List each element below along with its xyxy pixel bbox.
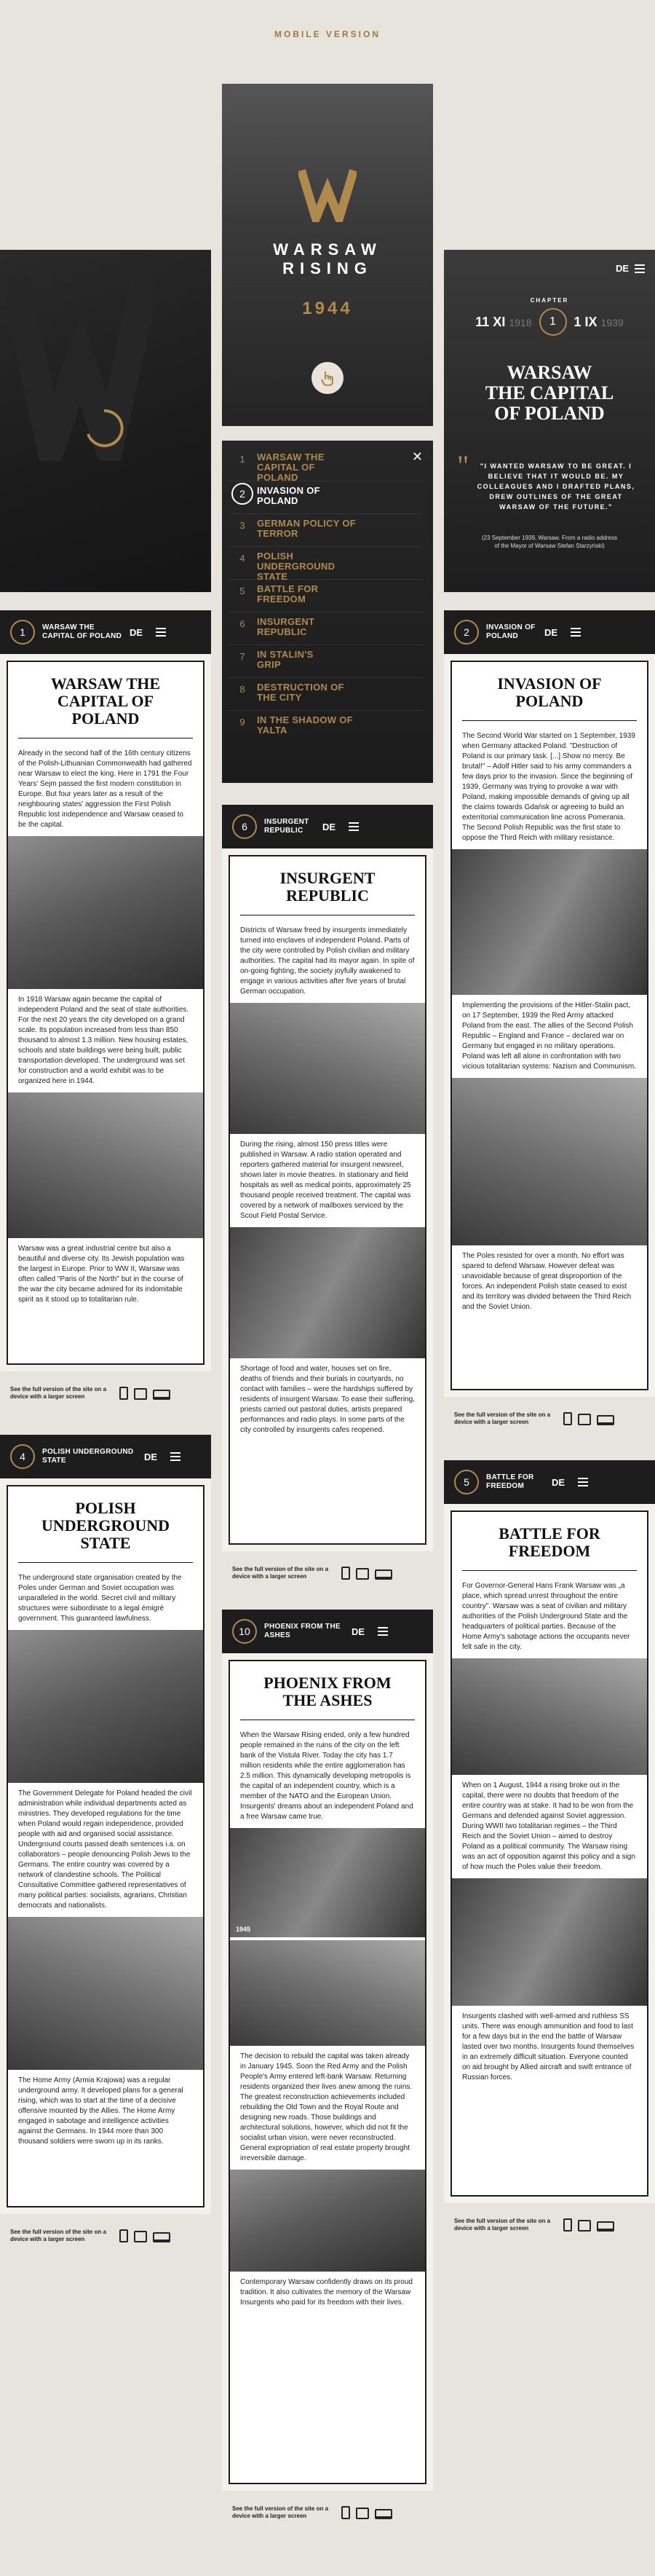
language-toggle[interactable]: DE <box>130 626 143 638</box>
old-town-photo <box>230 1940 425 2046</box>
menu-burger-icon[interactable] <box>378 1627 388 1636</box>
chapter-number-badge[interactable]: 1 <box>10 620 35 645</box>
menu-item-7[interactable] <box>228 645 423 677</box>
phone-icon <box>563 2218 572 2232</box>
w-logo-watermark <box>7 272 153 461</box>
topbar-title: POLISH UNDERGROUND STATE <box>42 1448 134 1465</box>
chapter-2-screen <box>444 610 655 1441</box>
footer-note: See the full version of the site on a device with a larger screen <box>232 2505 329 2519</box>
topbar <box>0 1435 211 1478</box>
chapter-cover-screen <box>444 250 655 592</box>
menu-item-5[interactable] <box>228 579 423 612</box>
article-paragraph: Warsaw was a great industrial centre but also a beautiful and diverse city. Its Jewish population was the largest in Europe. Prior to WW II, Warsaw was often called "Paris of the North" but in the course of the war the city became admired for its indomitable spirit as it stood up to totalitarian rule. <box>18 1245 185 1304</box>
menu-burger-icon[interactable] <box>578 1478 588 1486</box>
menu-item-label: IN STALIN'S GRIP <box>257 649 314 670</box>
topbar <box>444 1460 655 1504</box>
article-frame <box>229 855 426 1545</box>
menu-burger-icon[interactable] <box>349 822 359 831</box>
chapter-quote: "I WANTED WARSAW TO BE GREAT. I BELIEVE THAT IT WOULD BE. MY COLLEAGUES AND I DRAFTED PLANS, DREW OUTLINES OF THE GREAT WARSAW OF THE FUTURE." <box>477 462 635 511</box>
intro-title-line2: RISING <box>282 259 373 277</box>
content-area <box>0 1478 211 2214</box>
ruins-photo <box>230 1828 425 1937</box>
laptop-icon <box>597 1415 614 1425</box>
laptop-icon <box>597 2221 614 2232</box>
soldier-portrait-photo <box>8 1630 203 1783</box>
article-title: PHOENIX FROM THE ASHES <box>240 1674 415 1720</box>
device-icons <box>563 1412 614 1425</box>
content-area <box>444 1504 655 2203</box>
market-photo <box>8 1092 203 1238</box>
menu-item-label: IN THE SHADOW OF YALTA <box>257 714 353 736</box>
intro-title-line1: WARSAW <box>273 240 382 259</box>
menu-item-number: 4 <box>239 553 245 564</box>
chapter-number-badge[interactable]: 4 <box>10 1444 35 1469</box>
tablet-icon <box>578 2220 591 2232</box>
tablet-icon <box>134 1388 147 1400</box>
topbar-title: PHOENIX FROM THE ASHES <box>264 1623 341 1639</box>
menu-burger-icon[interactable] <box>170 1452 180 1461</box>
article-paragraph: Implementing the provisions of the Hitler-Stalin pact, on 17 September, 1939 the Red Army attacked Poland from the east. The allies of the Second Polish Republic – England and France – declared war on Germany but engaged in no military operations. Poland was left all alone in confrontation with two vicious totalitarian systems: Nazism and Communism. <box>462 1001 636 1071</box>
chapter-1-screen <box>0 610 211 1415</box>
topbar-title: WARSAW THE CAPITAL OF POLAND <box>42 623 122 640</box>
menu-item-label: POLISH UNDERGROUND STATE <box>257 551 336 582</box>
menu-item-label: INSURGENT REPUBLIC <box>257 616 315 637</box>
article-frame <box>450 661 648 1390</box>
device-icons <box>119 1387 170 1400</box>
content-area <box>444 654 655 1397</box>
article-paragraph: During the rising, almost 150 press titles were published in Warsaw. A radio station operated and reporters gathered material for insurgent newsreel, shown later in movie theatres. In stationary and field hospitals as well as medical points, approximately 25 thousand people received treatment. The capital was covered by a network of mailboxes serviced by the Scout Field Postal Service. <box>240 1141 411 1220</box>
language-toggle[interactable]: DE <box>352 1626 365 1637</box>
page-heading: MOBILE VERSION <box>274 29 381 39</box>
page-footer <box>222 1551 433 1595</box>
radio-station-photo <box>230 1227 425 1358</box>
intro-title <box>222 240 433 278</box>
phone-icon <box>119 1387 128 1400</box>
document-photo <box>8 1917 203 2070</box>
menu-item-4[interactable] <box>228 546 423 582</box>
date-left: 11 XI <box>475 314 506 329</box>
menu-burger-icon[interactable] <box>156 628 166 637</box>
menu-close-icon[interactable]: ✕ <box>411 449 423 464</box>
menu-burger-icon[interactable] <box>571 628 581 637</box>
article-paragraph: The Poles resisted for over a month. No effort was spared to defend Warsaw. However defeat was unavoidable because of great disproportion of the forces. An independent Polish state ceased to exist and its territory was divided between the Third Reich and the Soviet Union. <box>462 1252 632 1311</box>
chapter-number-badge[interactable]: 6 <box>232 814 257 839</box>
language-toggle[interactable]: DE <box>544 626 558 638</box>
language-toggle[interactable]: DE <box>322 821 336 832</box>
phone-icon <box>563 1412 572 1425</box>
tap-hand-icon <box>320 370 335 386</box>
chapter-number-badge[interactable]: 2 <box>454 620 479 645</box>
date-right: 1 IX <box>573 314 598 329</box>
topbar <box>222 805 433 848</box>
laptop-icon <box>153 1390 170 1400</box>
chapter-title-line3: OF POLAND <box>494 403 605 424</box>
article-frame <box>229 1660 426 2484</box>
footer-note: See the full version of the site on a device with a larger screen <box>10 2229 107 2242</box>
chapter-6-screen <box>222 805 433 1595</box>
menu-item-label: BATTLE FOR FREEDOM <box>257 583 319 604</box>
start-button[interactable] <box>311 362 344 394</box>
topbar-title: BATTLE FOR FREEDOM <box>486 1473 534 1490</box>
street-photo <box>8 836 203 989</box>
article-paragraph: The underground state organisation created by the Poles under German and Soviet occupation was unparalleled in the world. Secret civil and military structures were subordinate to a legal émigré government. This guaranteed lawfulness. <box>18 1574 182 1623</box>
menu-item-number: 9 <box>239 717 245 728</box>
menu-item-number <box>228 486 257 505</box>
chapter-number-badge: 1 <box>539 308 567 336</box>
menu-item-number: 6 <box>239 618 245 629</box>
chapter-10-screen <box>222 1610 433 2534</box>
menu-item-number: 1 <box>239 454 245 465</box>
article-paragraph: Already in the second half of the 16th century citizens of the Polish-Lithuanian Commonwealth had gathered near Warsaw to elect the king. Here in 1791 the Four Years' Sejm passed the first modern constitution in Europe. But four years later as a result of the neighbouring states' aggression the First Polish Republic lost independence and Warsaw ceased to be the capital. <box>18 749 192 829</box>
menu-item-1[interactable] <box>228 448 423 481</box>
chapter-title-line1: WARSAW <box>507 362 592 383</box>
content-area <box>222 1653 433 2491</box>
loading-screen <box>0 250 211 592</box>
tablet-icon <box>356 1568 369 1580</box>
article-title: POLISH UNDERGROUND STATE <box>18 1500 193 1563</box>
menu-item-2[interactable] <box>228 481 423 513</box>
menu-item-number: 5 <box>239 586 245 596</box>
phone-icon <box>341 1567 350 1580</box>
border-soldiers-photo <box>452 1078 647 1245</box>
footer-note: See the full version of the site on a device with a larger screen <box>454 2218 551 2232</box>
cover-top-controls <box>616 263 645 274</box>
article-frame <box>7 1485 205 2207</box>
article-title: INSURGENT REPUBLIC <box>240 870 415 915</box>
menu-burger-icon[interactable] <box>635 264 645 273</box>
page-footer <box>222 2491 433 2534</box>
tablet-icon <box>356 2508 369 2519</box>
menu-item-number: 8 <box>239 684 245 695</box>
chapter-number-badge[interactable]: 5 <box>454 1470 479 1494</box>
page-footer <box>444 2203 655 2247</box>
laptop-icon <box>375 2509 392 2519</box>
page-footer <box>0 1371 211 1415</box>
chapter-dates <box>444 308 655 336</box>
language-toggle[interactable]: DE <box>144 1451 158 1462</box>
year-right: 1939 <box>600 316 624 328</box>
quote-source: (23 September 1939, Warsaw. From a radio address of the Mayor of Warsaw Stefan Starzyński) <box>481 535 617 549</box>
article-title: BATTLE FOR FREEDOM <box>462 1525 637 1571</box>
article-paragraph: The Government Delegate for Poland headed the civil administration while individual departments acted as ministries. They developed regulations for the time when Poland would regain independence, provided people with aid and organised social assistance. Underground courts passed death sentences i.a. on collaborators – people denouncing Polish Jews to the Germans. The entire country was covered by a network of clandestine schools. The Political Consultative Committee gathered representatives of many political parties: socialists, agrarians, Christian democrats and nationalists. <box>18 1789 192 1910</box>
modern-warsaw-photo <box>230 2170 425 2272</box>
content-area <box>0 654 211 1371</box>
menu-item-label: DESTRUCTION OF THE CITY <box>257 682 344 703</box>
photo-caption: 1945 <box>236 1926 251 1933</box>
menu-item-number: 7 <box>239 651 245 662</box>
language-toggle[interactable]: DE <box>552 1476 565 1488</box>
chapter-5-screen <box>444 1460 655 2247</box>
menu-screen <box>222 441 433 783</box>
city-street-photo <box>452 1658 647 1775</box>
laptop-icon <box>153 2232 170 2242</box>
intro-year: 1944 <box>302 299 353 318</box>
tablet-icon <box>578 1414 591 1425</box>
article-paragraph: Shortage of food and water, houses set on fire, deaths of friends and their burials in courtyards, no contact with families – were the hardships suffered by residents of insurgent Warsaw. To ease their suffering, priests carried out pastoral duties, artists prepared performances and radio plays. In some parts of the city controlled by insurgents cafes reopened. <box>240 1365 415 1434</box>
article-title: WARSAW THE CAPITAL OF POLAND <box>18 675 193 738</box>
footer-note: See the full version of the site on a device with a larger screen <box>10 1386 107 1400</box>
device-icons <box>563 2218 614 2232</box>
chapter-4-screen <box>0 1435 211 2258</box>
loading-spinner-icon <box>82 406 126 450</box>
intro-screen <box>222 84 433 426</box>
article-paragraph: In 1918 Warsaw again became the capital of independent Poland and the seat of state authorities. For the next 20 years the city developed on a grand scale. Its population increased from less than 850 thousand to almost 1.3 million. New housing estates, schools and state buildings were being built, public transportation developed. The underground was set for construction and a world exhibit was to be organized here in 1944. <box>18 996 189 1085</box>
topbar <box>0 610 211 654</box>
chapter-number-badge[interactable]: 10 <box>232 1619 257 1644</box>
article-paragraph: The Home Army (Armia Krajowa) was a regular underground army. It developed plans for a general rising, which was to start at the time of a decisive offensive mounted by the Allies. The Home Army engaged in sabotage and intelligence activities against the Germans. In 1944 more than 300 thousand soldiers were sworn up in its ranks. <box>18 2076 183 2146</box>
article-paragraph: Districts of Warsaw freed by insurgents immediately turned into enclaves of independent Poland. Parts of the city were controlled by Polish civilian and military authorities. The capital had its mayor again. In spite of on-going fighting, the society joyfully awakened to engage in various activities after five years of brutal German occupation. <box>240 926 415 996</box>
chapter-title <box>444 363 655 424</box>
footer-note: See the full version of the site on a device with a larger screen <box>454 1411 551 1425</box>
content-area <box>222 848 433 1551</box>
topbar-title: INVASION OF POLAND <box>486 623 536 640</box>
phone-icon <box>341 2506 350 2519</box>
device-icons <box>341 2506 392 2519</box>
year-left: 1918 <box>509 316 532 328</box>
menu-list <box>228 448 423 743</box>
article-paragraph: When on 1 August, 1944 a rising broke out in the capital, there were no doubts that freedom of the entire country was at stake. It had to be won from the Germans and defended against Soviet aggression. During WWII two totalitarian regimes – the Third Reich and the Soviet Union – aimed to destroy Poland as a political community. The Warsaw rising was an act of opposition against this policy and a sign of how much the Poles value their freedom. <box>462 1781 635 1871</box>
article-paragraph: Contemporary Warsaw confidently draws on its proud tradition. It also cultivates the memory of the Warsaw Insurgents who paid for its freedom with their lives. <box>240 2278 413 2307</box>
chapter-label: CHAPTER <box>530 297 569 304</box>
quote-mark-icon: " <box>457 449 469 482</box>
menu-item-number: 3 <box>239 520 245 531</box>
w-logo-icon <box>298 168 357 222</box>
soldiers-marching-photo <box>452 849 647 995</box>
topbar <box>444 610 655 654</box>
device-icons <box>119 2229 170 2242</box>
article-frame <box>450 1510 648 2197</box>
topbar <box>222 1610 433 1653</box>
article-paragraph: The Second World War started on 1 September, 1939 when Germany attacked Poland. "Destruction of Poland is our primary task. [...] Show no mercy. Be brutal!" – Adolf Hitler said to his army commanders a few days prior to the invasion. Since the beginning of 1939, Germany was trying to provoke a war with Poland, making impossible demands of giving up all the claims towards Gdańsk or agreeing to build an exterritorial communication line across Pomerania. The Second Polish Republic was the first state to oppose the Third Reich with military resistance. <box>462 732 635 842</box>
insurgent-fighter-photo <box>452 1878 647 2006</box>
topbar-title: INSURGENT REPUBLIC <box>264 818 309 835</box>
menu-item-label: GERMAN POLICY OF TERROR <box>257 518 357 539</box>
menu-item-label: WARSAW THE CAPITAL OF POLAND <box>257 452 325 483</box>
tablet-icon <box>134 2231 147 2242</box>
phone-icon <box>119 2229 128 2242</box>
footer-note: See the full version of the site on a device with a larger screen <box>232 1566 329 1580</box>
menu-item-3[interactable] <box>228 513 423 546</box>
active-chapter-badge: 2 <box>231 483 253 505</box>
article-paragraph: For Governor-General Hans Frank Warsaw was „a place, which spread unrest throughout the entire country". Warsaw was a seat of civilian and military authorities of the Polish Underground State and the headquarters of political parties. Because of the Home Army's sabotage actions the occupants never felt safe in the city. <box>462 1582 630 1651</box>
page-footer <box>0 2214 211 2258</box>
article-paragraph: Insurgents clashed with well-armed and ruthless SS units. There was enough ammunition and food to last for a few days but in the end the battle of Warsaw lasted over two months. Insurgents found themselves in an extremely difficult situation. Everyone counted on aid brought by Allied aircraft and swift entrance of Russian forces. <box>462 2012 635 2081</box>
device-icons <box>341 1567 392 1580</box>
page-footer <box>444 1397 655 1441</box>
menu-item-9[interactable] <box>228 710 423 743</box>
article-title: INVASION OF POLAND <box>462 675 637 721</box>
menu-item-6[interactable] <box>228 612 423 645</box>
article-paragraph: The decision to rebuild the capital was taken already in January 1945. Soon the Red Army and the Polish People's Army entered left-bank Warsaw. Returning residents organized their lives anew among the ruins. The greatest reconstruction achievements included rebuilding the Old Town and the Royal Route and designing new roads. Those buildings and architectural solutions, however, which did not fit the socialist urban vision, were never reconstructed. General expropriation of real estate property brought irreversible damage. <box>240 2052 413 2162</box>
insurgents-photo <box>230 1003 425 1134</box>
language-toggle[interactable]: DE <box>615 263 629 274</box>
chapter-title-line2: THE CAPITAL <box>485 382 614 403</box>
menu-item-label: INVASION OF POLAND <box>257 485 320 506</box>
menu-item-8[interactable] <box>228 677 423 710</box>
article-frame <box>7 661 205 1365</box>
article-paragraph: When the Warsaw Rising ended, only a few hundred people remained in the ruins of the city on the left bank of the Vistula River. Today the city has 1.7 million residents while the entire agglomeration has 2.5 million. This dynamically developing metropolis is the capital of an independent country, which is a member of the NATO and the European Union. Insurgents' dreams about an independent Poland and a free Warsaw came true. <box>240 1731 413 1821</box>
laptop-icon <box>375 1569 392 1580</box>
